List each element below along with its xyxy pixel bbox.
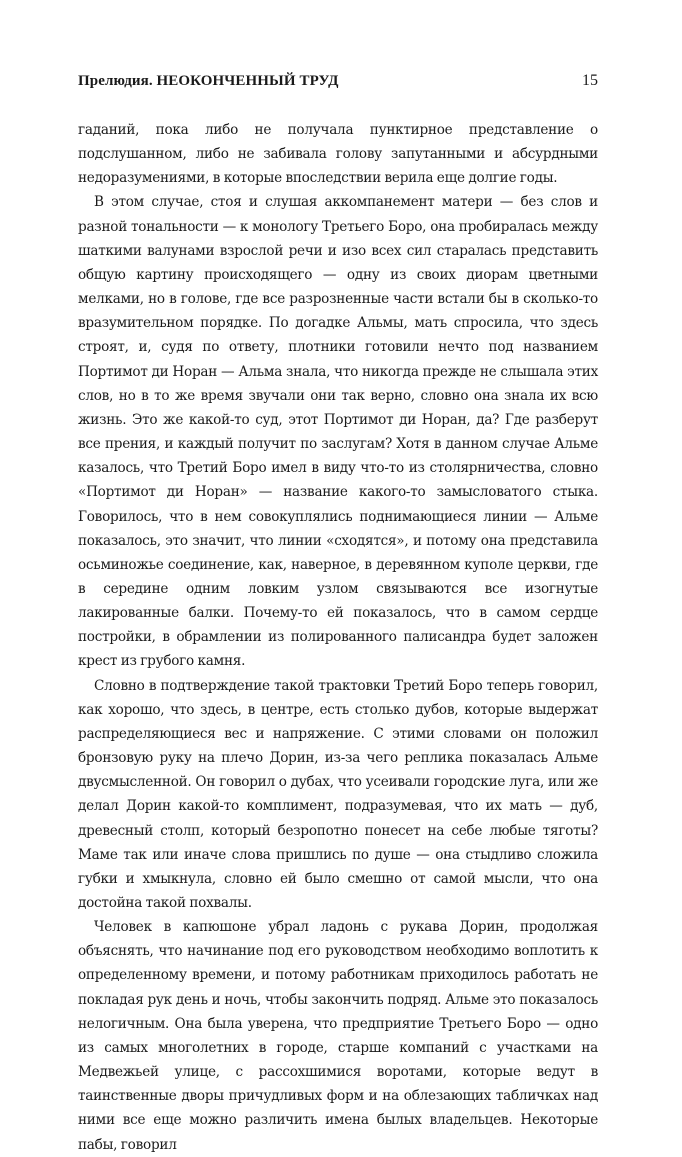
paragraph: В этом случае, стоя и слушая аккомпанемент матери — без слов и разной тональности — к монологу Третьего Боро, она пробиралась между шаткими валунами взрослой речи и изо всех сил старалась представить общую картину происходящего — одну из своих диорам цветными мелками, но в голове, где все разрозненные части встали бы в сколько-то вразумительном порядке. По догадке Альмы, мать спросила, что здесь строят, и, судя по ответу, плотники готовили нечто под названием Портимот ди Норан — Альма знала, что никогда прежде не слышала этих слов, но в то же время звучали они так верно, словно она знала их всю жизнь. Это же какой-то суд, этот Портимот ди Норан, да? Где разберут все прения, и каждый получит по заслугам? Хотя в данном случае Альме казалось, что Третий Боро имел в виду что-то из столярничества, словно «Портимот ди Норан» — название какого-то замысловатого стыка. Говорилось, что в нем совокуплялись поднимающиеся линии — Альме показалось, это значит, что линии «сходятся», и потому она представила осьминожье соединение, как, наверное, в деревянном куполе церкви, где в середине одним ловким узлом связываются все изогнутые лакированные балки. Почему-то ей показалось, что в самом сердце постройки, в обрамлении из полированного палисандра будет заложен крест из грубого камня. [78,194,598,670]
body-text [78,118,598,1157]
book-page [78,72,598,1157]
page-number: 15 [582,72,598,89]
running-head [78,72,598,98]
chapter-title: Прелюдия. НЕОКОНЧЕННЫЙ ТРУД [78,73,339,89]
paragraph: Словно в подтверждение такой трактовки Третий Боро теперь говорил, как хорошо, что здесь, в центре, есть столько дубов, которые выдержат распределяющиеся вес и напряжение. С этими словами он положил бронзовую руку на плечо Дорин, из-за чего реплика показалась Альме двусмысленной. Он говорил о дубах, что усеивали городские луга, или же делал Дорин какой-то комплимент, подразумевая, что их мать — дуб, древесный столп, который безропотно понесет на себе любые тяготы? Маме так или иначе слова пришлись по душе — она стыдливо сложила губки и хмыкнула, словно ей было смешно от самой мысли, что она достойна такой похвалы. [78,677,598,911]
paragraph-continuation: гаданий, пока либо не получала пунктирное представление о подслушанном, либо не забивала голову запутанными и абсурдными недоразумениями, в которые впоследствии верила еще долгие годы. [78,122,598,187]
paragraph: Человек в капюшоне убрал ладонь с рукава Дорин, продолжая объяснять, что начинание под его руководством необходимо воплотить к определенному времени, и потому работникам приходилось работать не покладая рук день и ночь, чтобы закончить подряд. Альме это показалось нелогичным. Она была уверена, что предприятие Третьего Боро — одно из самых многолетних в городе, старше компаний с участками на Медвежьей улице, с рассохшимися воротами, которые ведут в таинственные дворы причудливых форм и на облезающих табличках над ними все еще можно различить имена былых владельцев. Некоторые пабы, говорил [78,919,598,1153]
